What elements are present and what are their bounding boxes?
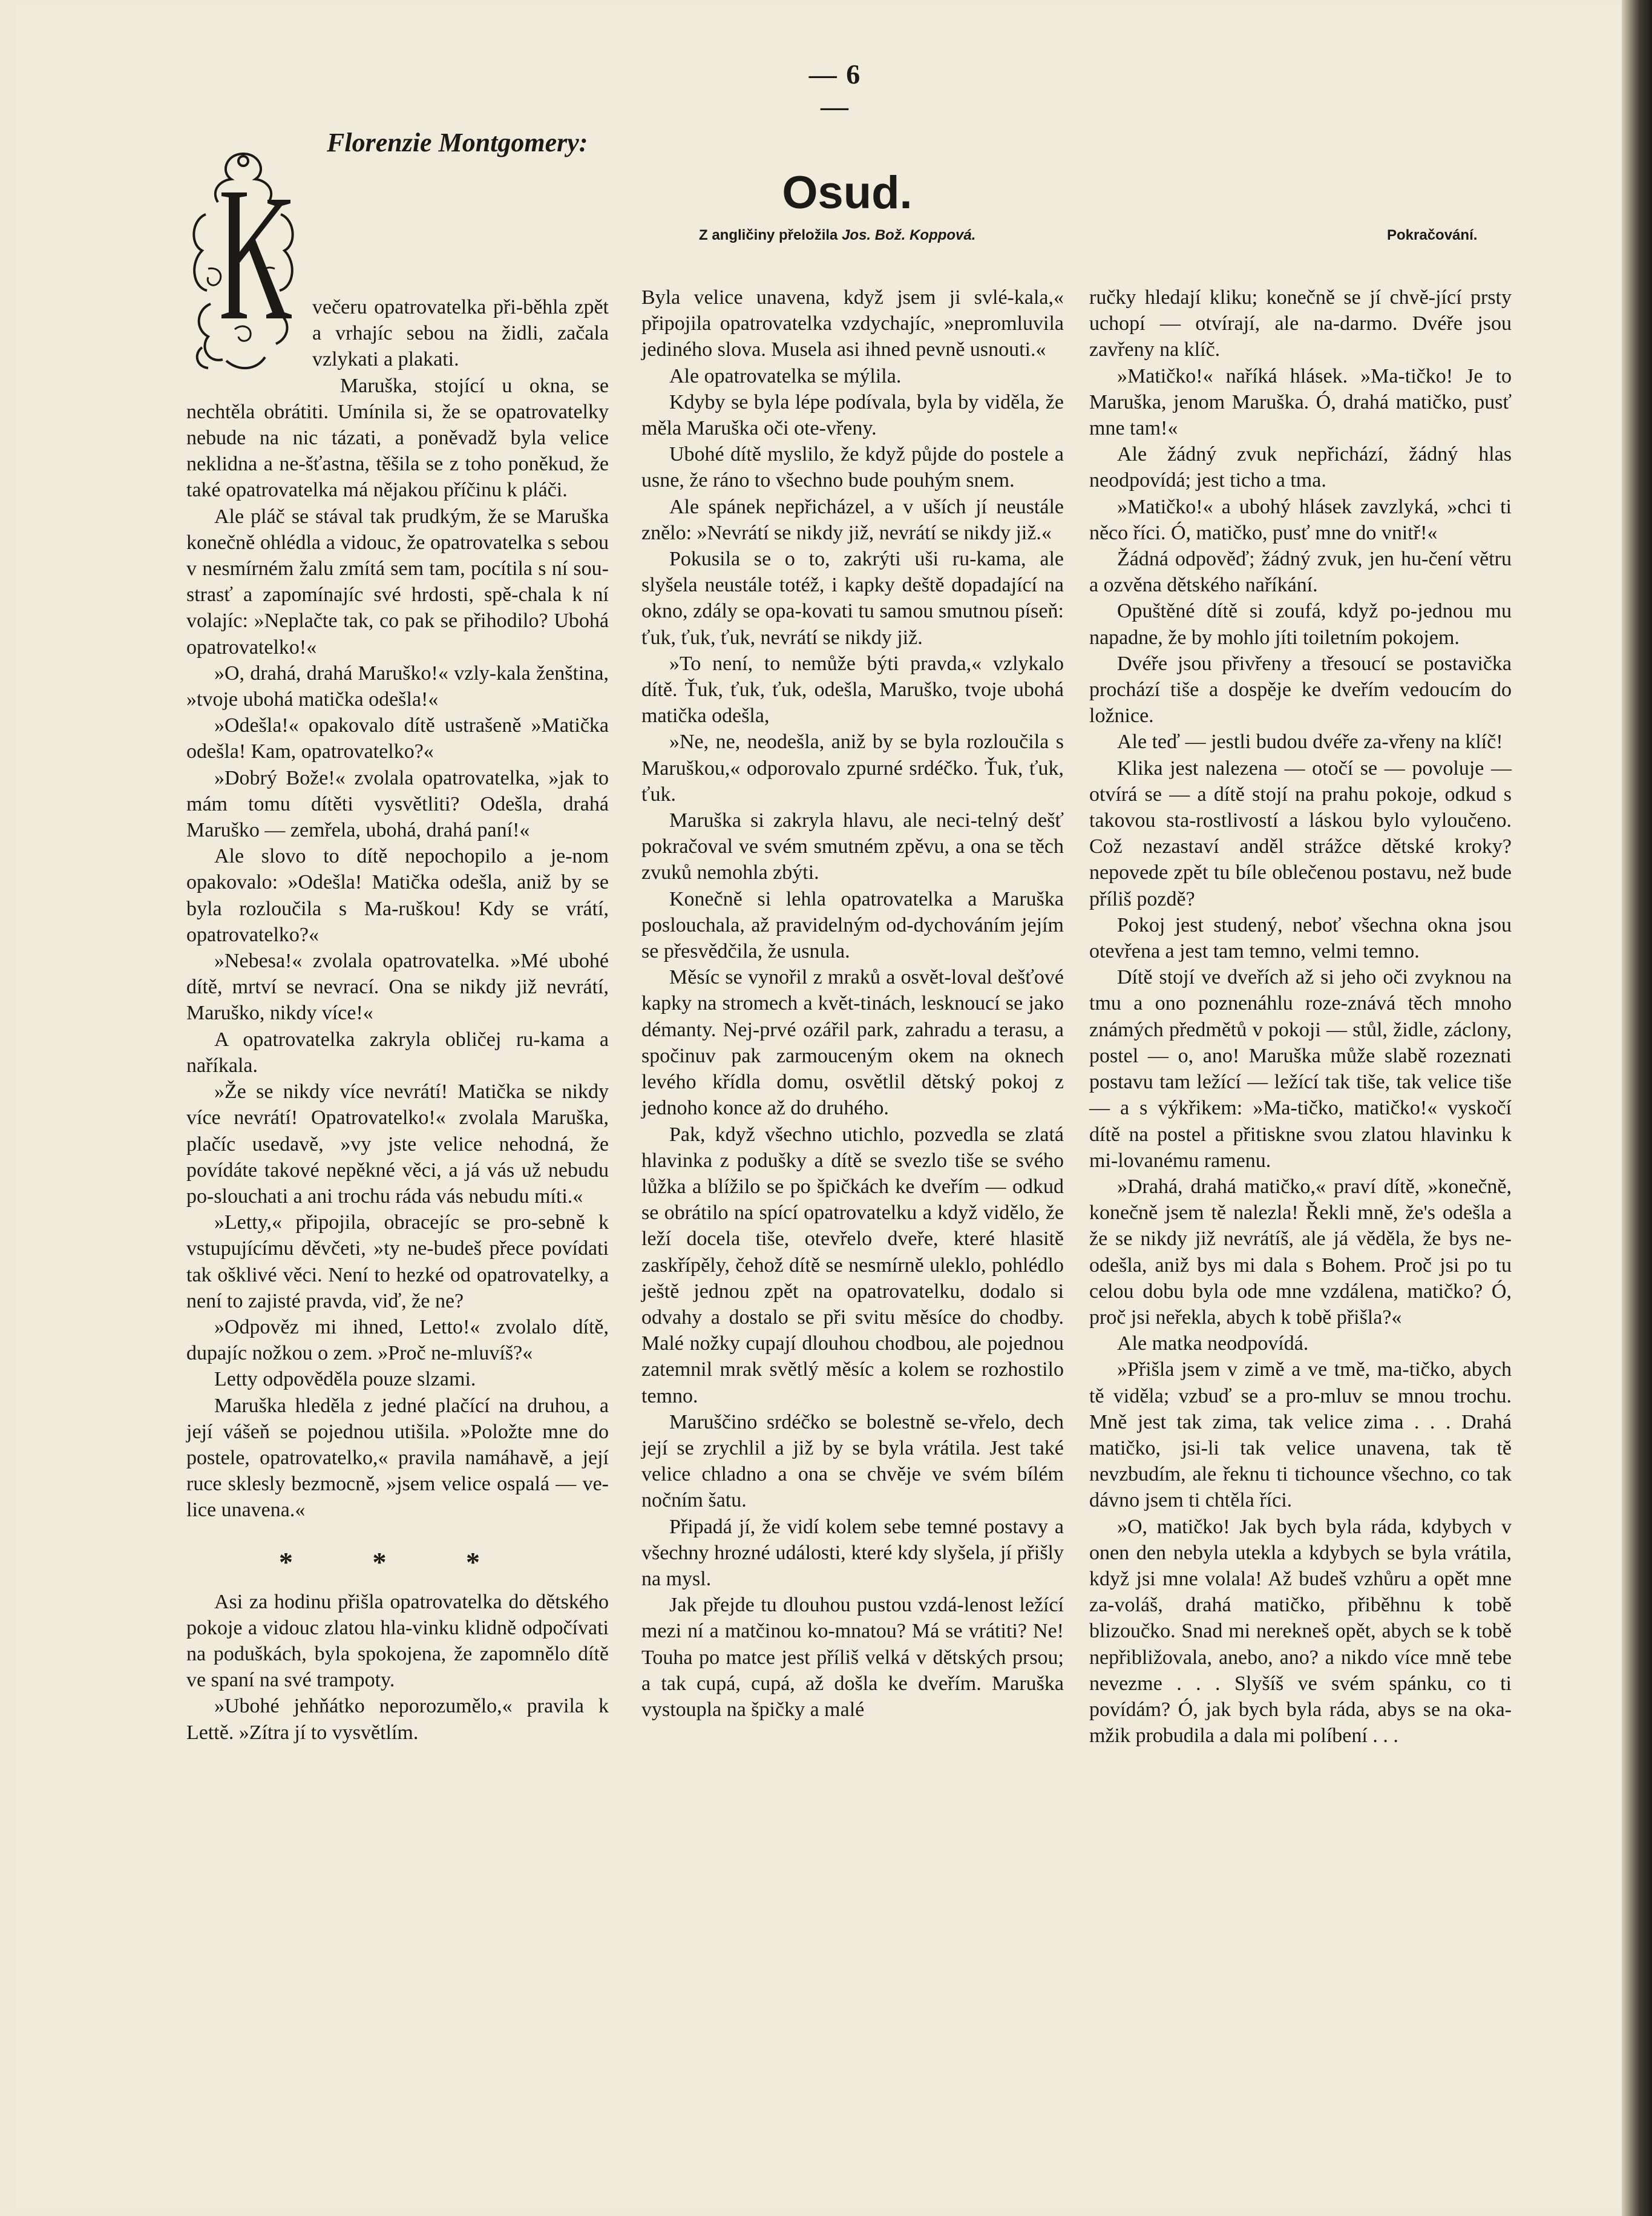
- paragraph: Ale matka neodpovídá.: [1117, 1332, 1309, 1355]
- paragraph: »Matičko!« a ubohý hlásek zavzlyká, »chci ti něco říci. Ó, matičko, pusť mne do vnitř!«: [1089, 495, 1512, 544]
- section-separator: * * *: [279, 1546, 516, 1577]
- author-name: Florenzie Montgomery:: [327, 128, 588, 157]
- paragraph: Maruška, stojící u okna, se nechtěla obrátiti. Umínila si, že se opatrovatelky nebude na nic tázati, a poněvadž byla velice neklidna a ne-šťastna, těšila se z toho poněkud, že také opatrovatelka má nějakou příčinu k pláči.: [186, 374, 609, 502]
- translator-credit-prefix: Z angličiny přeložila: [699, 227, 838, 243]
- paragraph: ručky hledají kliku; konečně se jí chvě-jící prsty uchopí — otvírají, ale na-darmo. Dvéře jsou zavřeny na klíč.: [1089, 286, 1512, 361]
- text-column-1: [186, 148, 609, 1746]
- continued-label: Pokračování.: [1387, 227, 1478, 243]
- paragraph: Ale spánek nepřicházel, a v uších jí neustále znělo: »Nevrátí se nikdy již, nevrátí se nikdy již.«: [641, 495, 1064, 544]
- paragraph: Byla velice unavena, když jsem ji svlé-kala,« připojila opatrovatelka vzdychajíc, »nepromluvila jediného slova. Musela asi ihned pevně usnouti.«: [641, 286, 1064, 361]
- paragraph: večeru opatrovatelka při-běhla zpět a vrhajíc sebou na židli, začala vzlykati a plakati.: [312, 296, 609, 371]
- paragraph: Pak, když všechno utichlo, pozvedla se zlatá hlavinka z podušky a dítě se svezlo tiše se svého lůžka a blížilo se po špičkách ke dveřím — odkud se obrátilo na spící opatrovatelku a když vidělo, že leží docela tiše, otevřelo dveře, které hlasitě zaskřípěly, čehož dítě se nesmírně uleklo, pohlédlo ještě jednou zpět na opatrovatelku, dodalo si odvahy a dostalo se při svitu měsíce do chodby. Malé nožky cupají dlouhou chodbou, ale pojednou zatemnil mrak světlý měsíc a kolem se rozhostilo temno.: [641, 1123, 1064, 1407]
- ornamental-initial-k-icon: [184, 148, 303, 373]
- paragraph: »O, matičko! Jak bych byla ráda, kdybych v onen den nebyla utekla a kdybych se byla vrátila, když jsi mne volala! Až budeš vzhůru a opět mne za-voláš, drahá matičko, přiběhnu k tobě blizoučko. Snad mi nerekneš opět, abych se k tobě nepřibližovala, anebo, ano? a nikdo více mně tebe nevezme . . . Slyšíš ve svém spánku, co ti povídám? Ó, jak bych byla ráda, abys se na oka-mžik probudila a dala mi políbení . . .: [1089, 1515, 1512, 1747]
- paragraph: »Přišla jsem v zimě a ve tmě, ma-tičko, abych tě viděla; vzbuď se a pro-mluv se mnou trochu. Mně jest tak zima, tak velice zima . . . Drahá matičko, jsi-li tak velice unavena, tak tě nevzbudím, ale řeknu ti tichounce všechno, co tak dávno jsem ti chtěla říci.: [1089, 1358, 1512, 1512]
- paragraph: »Drahá, drahá matičko,« praví dítě, »konečně, konečně jsem tě nalezla! Řekli mně, že's odešla a že se nikdy již nevrátíš, ale já věděla, že bys ne-odešla, aniž bys mi dala s Bohem. Proč jsi po tu celou dobu byla ode mne vzdálena, matičko? Ó, proč jsi neřekla, abych k tobě přišla?«: [1089, 1175, 1512, 1329]
- paragraph: »Že se nikdy více nevrátí! Matička se nikdy více nevrátí! Opatrovatelko!« zvolala Maruška, plačíc usedavě, »vy jste velice nehodná, že povídáte takové nepěkné věci, a já vás už nebudu po-slouchati a ani trochu ráda vás nebudu míti.«: [186, 1080, 609, 1208]
- paragraph: Dítě stojí ve dveřích až si jeho oči zvyknou na tmu a ono poznenáhlu roze-znává těch mnoho známých předmětů v pokoji — stůl, židle, záclony, postel — o, ano! Maruška může slabě rozeznati postavu tam ležící — ležící tak tiše, tak velice tiše — a s výkřikem: »Ma-tičko, matičko!« vyskočí dítě na postel a přitiskne svou zlatou hlavinku k mi-lovanému ramenu.: [1089, 966, 1512, 1172]
- paragraph: Konečně si lehla opatrovatelka a Maruška poslouchala, až pravidelným od-dychováním jejím se přesvědčila, že usnula.: [641, 887, 1064, 963]
- paragraph: Pokusila se o to, zakrýti uši ru-kama, ale slyšela neustále totéž, i kapky deště dopadající na okno, zdály se opa-kovati tu samou smutnou píseň: ťuk, ťuk, ťuk, nevrátí se nikdy již.: [641, 548, 1064, 649]
- paragraph: »Dobrý Bože!« zvolala opatrovatelka, »jak to mám tomu dítěti vysvětliti? Odešla, drahá Maruško — zemřela, ubohá, drahá paní!«: [186, 766, 609, 842]
- paragraph: Připadá jí, že vidí kolem sebe temné postavy a všechny hrozné události, které kdy slyšela, jí přišly na mysl.: [641, 1515, 1064, 1590]
- paragraph: »Letty,« připojila, obracejíc se pro-sebně k vstupujícímu děvčeti, »ty ne-budeš přece povídati tak ošklivé věci. Není to hezké od opatrovatelky, a není to zajisté pravda, viď, že ne?: [186, 1211, 609, 1312]
- translator-name: Jos. Bož. Koppová.: [842, 227, 976, 243]
- paragraph: »To není, to nemůže býti pravda,« vzlykalo dítě. Ťuk, ťuk, ťuk, odešla, Maruško, tvoje ubohá matička odešla,: [641, 652, 1064, 728]
- paragraph: Ale pláč se stával tak prudkým, že se Maruška konečně ohlédla a vidouc, že opatrovatelka s sebou v nesmírném žalu zmítá sem tam, pocítila s ní sou-strasť a zapomínajíc své hrdosti, spě-chala k ní volajíc: »Neplačte tak, co pak se přihodilo? Ubohá opatrovatelko!«: [186, 505, 609, 659]
- article-title: Osud.: [782, 167, 913, 219]
- paragraph: Ubohé dítě myslilo, že když půjde do postele a usne, že ráno to všechno bude pouhým snem.: [641, 443, 1064, 492]
- paragraph: A opatrovatelka zakryla obličej ru-kama a naříkala.: [186, 1028, 609, 1077]
- paragraph: Klika jest nalezena — otočí se — povoluje — otvírá se — a dítě stojí na prahu pokoje, odkud s takovou sta-rostlivostí a láskou bylo vyloučeno. Což nezastaví anděl strážce dětské kroky? nepovede zpět tu bíle oblečenou postavu, než bude příliš pozdě?: [1089, 757, 1512, 910]
- text-column-3: [1089, 284, 1512, 1749]
- paragraph: Pokoj jest studený, neboť všechna okna jsou otevřena a jest tam temno, velmi temno.: [1089, 913, 1512, 963]
- paragraph: »Matičko!« naříká hlásek. »Ma-tičko! Je to Maruška, jenom Maruška. Ó, drahá matičko, pusť mne tam!«: [1089, 364, 1512, 440]
- paragraph: »O, drahá, drahá Maruško!« vzly-kala ženština, »tvoje ubohá matička odešla!«: [186, 662, 609, 711]
- paragraph: »Nebesa!« zvolala opatrovatelka. »Mé ubohé dítě, mrtví se nevrací. Ona se nikdy již nevrátí, Maruško, nikdy více!«: [186, 950, 609, 1025]
- paragraph: Kdyby se byla lépe podívala, byla by viděla, že měla Maruška oči ote-vřeny.: [641, 390, 1064, 440]
- paragraph: Jak přejde tu dlouhou pustou vzdá-lenost ležící mezi ní a matčinou ko-mnatou? Má se vrátiti? Ne! Touha po matce jest příliš velká v dětských prsou; a tak cupá, cupá, až došla ke dveřím. Maruška vystoupla na špičky a malé: [641, 1594, 1064, 1721]
- paragraph: Žádná odpověď; žádný zvuk, jen hu-čení větru a ozvěna dětského naříkání.: [1089, 548, 1512, 597]
- paragraph: Maruška si zakryla hlavu, ale neci-telný dešť pokračoval ve svém smutném zpěvu, a ona se těch zvuků nemohla zbýti.: [641, 809, 1064, 884]
- page-edge-shadow: [1622, 0, 1652, 2216]
- translator-credit: [699, 227, 975, 244]
- paragraph: Opuštěné dítě si zoufá, když po-jednou mu napadne, že by mohlo jíti toiletním pokojem.: [1089, 600, 1512, 649]
- paragraph: »Ubohé jehňátko neporozumělo,« pravila k Lettě. »Zítra jí to vysvětlím.: [186, 1695, 609, 1744]
- page-number: — 6 —: [808, 59, 862, 122]
- paragraph: Měsíc se vynořil z mraků a osvět-loval dešťové kapky na stromech a květ-tinách, lesknoucí se jako démanty. Nej-prvé ozářil park, zahradu a terasu, a spočinuv pak zarmouceným okem na oknech levého křídla domu, osvětlil dětský pokoj z jednoho konce až do druhého.: [641, 966, 1064, 1120]
- paragraph: Maruška hleděla z jedné plačící na druhou, a její vášeň se pojednou utišila. »Položte mne do postele, opatrovatelko,« pravila namáhavě, a její ruce sklesly bezmocně, »jsem velice ospalá — ve-lice unavena.«: [186, 1394, 609, 1522]
- paragraph: Ale slovo to dítě nepochopilo a je-nom opakovalo: »Odešla! Matička odešla, aniž by se byla rozloučila s Ma-ruškou! Kdy se vrátí, opatrovatelko?«: [186, 845, 609, 946]
- paragraph: Ale žádný zvuk nepřichází, žádný hlas neodpovídá; jest ticho a tma.: [1089, 443, 1512, 492]
- paragraph: Dvéře jsou přivřeny a třesoucí se postavička prochází tiše a dospěje ke dveřím vedoucím do ložnice.: [1089, 652, 1512, 728]
- paragraph: »Ne, ne, neodešla, aniž by se byla rozloučila s Maruškou,« odporovalo zpurné srdéčko. Ťuk, ťuk, ťuk.: [641, 731, 1064, 806]
- paragraph: »Odpověz mi ihned, Letto!« zvolalo dítě, dupajíc nožkou o zem. »Proč ne-mluvíš?«: [186, 1315, 609, 1365]
- paragraph: Ale opatrovatelka se mýlila.: [669, 364, 902, 387]
- paragraph: Ale teď — jestli budou dvéře za-vřeny na klíč!: [1117, 731, 1503, 754]
- paragraph: Asi za hodinu přišla opatrovatelka do dětského pokoje a vidouc zlatou hla-vinku klidně odpočívati na poduškách, byla spokojena, že zapomnělo dítě ve spaní na své trampoty.: [186, 1590, 609, 1692]
- text-column-2: [641, 284, 1064, 1723]
- paragraph: Letty odpověděla pouze slzami.: [214, 1368, 476, 1391]
- paragraph: »Odešla!« opakovalo dítě ustrašeně »Matička odešla! Kam, opatrovatelko?«: [186, 714, 609, 763]
- paragraph: Maruščino srdéčko se bolestně se-vřelo, dech její se zrychlil a již by se byla vrátila. Jest také velice chladno a ona se chvěje ve svém bílém nočním šatu.: [641, 1410, 1064, 1512]
